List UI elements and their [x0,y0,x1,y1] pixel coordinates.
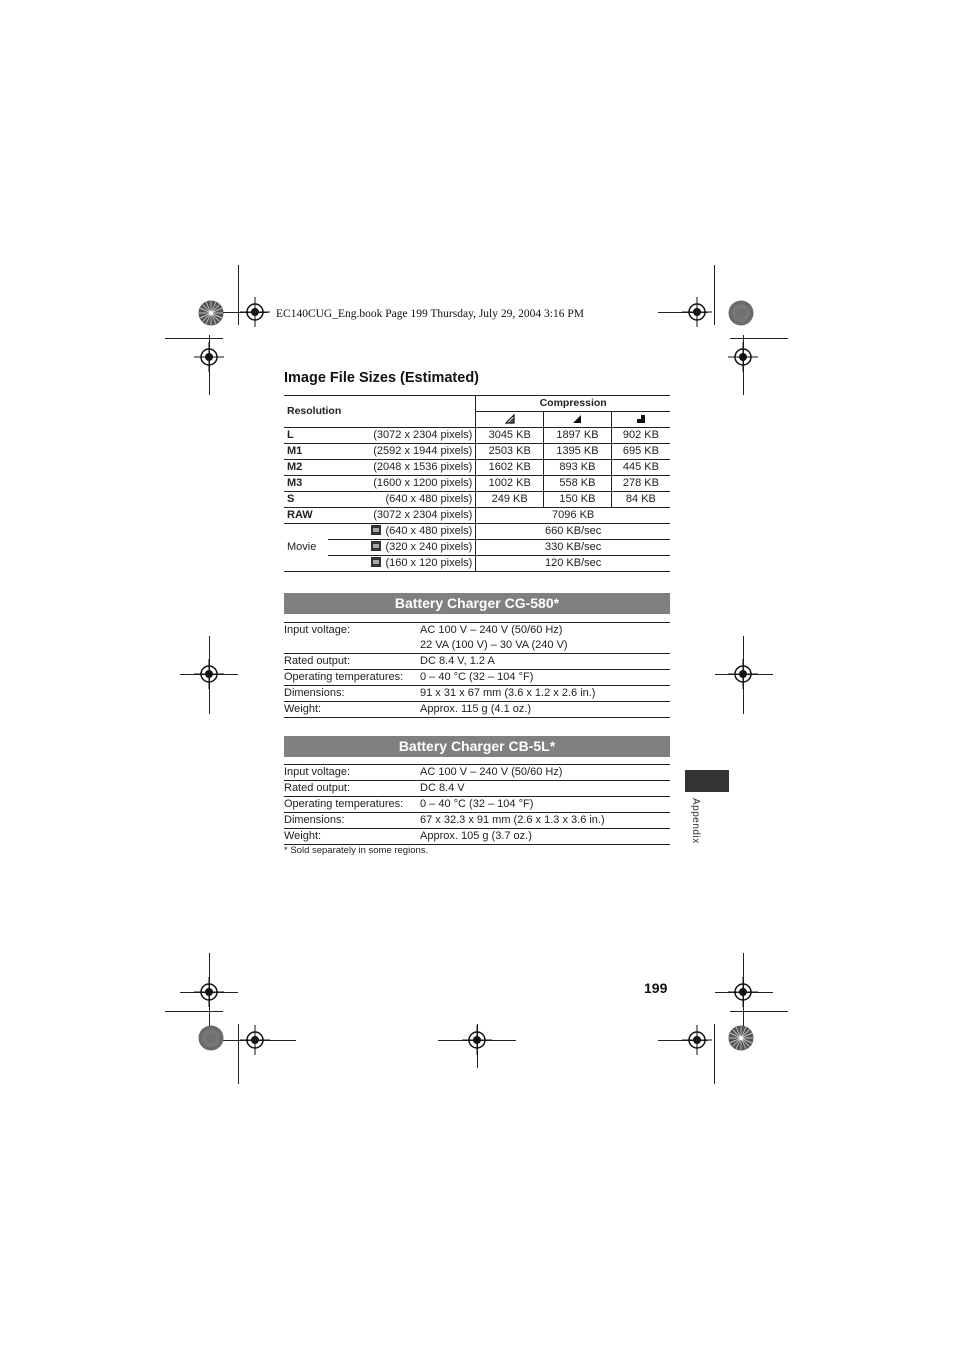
spec-key: Input voltage: [284,765,420,781]
spec-key: Rated output: [284,781,420,797]
spec-key: Rated output: [284,654,420,670]
movie-320-icon [371,541,381,551]
spec-value: 0 – 40 °C (32 – 104 °F) [420,797,670,813]
table-row [284,765,670,781]
table-row [284,829,670,845]
table-row [284,702,670,718]
spec-value: AC 100 V – 240 V (50/60 Hz) [420,765,670,781]
normal-icon [611,412,670,428]
resolution-code: M3 [284,476,328,492]
spec-value: 67 x 32.3 x 91 mm (2.6 x 1.3 x 3.6 in.) [420,813,670,829]
size-value: 2503 KB [476,444,544,460]
resolution-header: Resolution [284,396,476,428]
resolution-pixels: (320 x 240 pixels) [385,541,473,553]
table-row [284,813,670,829]
image-file-sizes-table [284,395,670,572]
table-row [284,781,670,797]
resolution-pixels: (1600 x 1200 pixels) [328,476,476,492]
size-value: 3045 KB [476,428,544,444]
footnote: * Sold separately in some regions. [284,845,429,856]
size-value: 278 KB [611,476,670,492]
movie-label: Movie [284,524,328,572]
spec-value-line: 22 VA (100 V) – 30 VA (240 V) [420,639,568,651]
compression-header: Compression [476,396,670,412]
size-value: 330 KB/sec [476,540,670,556]
crop-line [165,1011,223,1012]
table-row [284,428,670,444]
registration-target-icon [240,1025,270,1055]
charger-cb-title: Battery Charger CB-5L* [284,736,670,757]
resolution-pixels: (2048 x 1536 pixels) [328,460,476,476]
registration-target-icon [682,297,712,327]
size-value: 84 KB [611,492,670,508]
table-row [284,623,670,654]
size-value: 558 KB [544,476,612,492]
table-row [284,476,670,492]
size-value: 893 KB [544,460,612,476]
movie-640-icon [371,525,381,535]
crop-line [730,338,788,339]
registration-target-icon [194,342,224,372]
resolution-code: L [284,428,328,444]
resolution-code: S [284,492,328,508]
table-row [284,686,670,702]
size-value: 1395 KB [544,444,612,460]
spec-key: Dimensions: [284,686,420,702]
spec-key: Dimensions: [284,813,420,829]
spec-key: Weight: [284,702,420,718]
charger-cb-spec-table [284,764,670,845]
crop-line [714,265,715,325]
spec-value: 91 x 31 x 67 mm (3.6 x 1.2 x 2.6 in.) [420,686,670,702]
resolution-pixels: (2592 x 1944 pixels) [328,444,476,460]
appendix-tab-label: Appendix [690,798,701,844]
table-row [284,508,670,524]
resolution-code: M2 [284,460,328,476]
gray-disc-icon [198,1025,224,1051]
size-value: 695 KB [611,444,670,460]
crop-line [238,1024,239,1084]
size-value: 120 KB/sec [476,556,670,572]
crop-line [714,1024,715,1084]
spec-key: Operating temperatures: [284,797,420,813]
spec-value: 0 – 40 °C (32 – 104 °F) [420,670,670,686]
table-row [284,460,670,476]
fine-icon [544,412,612,428]
starburst-disc-icon [728,1025,754,1051]
charger-cg-title: Battery Charger CG-580* [284,593,670,614]
size-value: 249 KB [476,492,544,508]
table-row [284,670,670,686]
spec-value: DC 8.4 V, 1.2 A [420,654,670,670]
resolution-pixels: (640 x 480 pixels) [385,525,473,537]
spec-value-line: AC 100 V – 240 V (50/60 Hz) [420,624,563,636]
registration-target-icon [682,1025,712,1055]
charger-cg-spec-table [284,622,670,718]
resolution-code: M1 [284,444,328,460]
table-row [284,556,670,572]
registration-target-icon [194,659,224,689]
spec-value [420,623,670,654]
size-value: 1602 KB [476,460,544,476]
size-value: 150 KB [544,492,612,508]
table-row [284,540,670,556]
registration-target-icon [728,659,758,689]
resolution-pixels: (3072 x 2304 pixels) [328,428,476,444]
size-value: 1897 KB [544,428,612,444]
size-value: 660 KB/sec [476,524,670,540]
starburst-disc-icon [198,300,224,326]
spec-value: Approx. 115 g (4.1 oz.) [420,702,670,718]
spec-value: Approx. 105 g (3.7 oz.) [420,829,670,845]
table-row [284,797,670,813]
size-value: 1002 KB [476,476,544,492]
registration-target-icon [728,977,758,1007]
resolution-code: RAW [284,508,328,524]
movie-resolution [328,540,476,556]
table-row [284,444,670,460]
size-value: 7096 KB [476,508,670,524]
table-row [284,492,670,508]
registration-target-icon [240,297,270,327]
crop-line [238,265,239,325]
size-value: 902 KB [611,428,670,444]
table-row [284,654,670,670]
spec-key: Input voltage: [284,623,420,654]
movie-160-icon [371,557,381,567]
crop-line [165,338,223,339]
book-header: EC140CUG_Eng.book Page 199 Thursday, July 29, 2004 3:16 PM [276,308,584,320]
resolution-pixels: (3072 x 2304 pixels) [328,508,476,524]
section-title: Image File Sizes (Estimated) [284,370,480,386]
superfine-icon [476,412,544,428]
movie-resolution [328,524,476,540]
size-value: 445 KB [611,460,670,476]
page-number: 199 [644,980,668,996]
registration-target-icon [462,1025,492,1055]
registration-target-icon [728,342,758,372]
registration-target-icon [194,977,224,1007]
table-row [284,524,670,540]
movie-resolution [328,556,476,572]
crop-line [730,1011,788,1012]
spec-value: DC 8.4 V [420,781,670,797]
spec-key: Weight: [284,829,420,845]
resolution-pixels: (640 x 480 pixels) [328,492,476,508]
appendix-tab-block [685,770,729,792]
spec-key: Operating temperatures: [284,670,420,686]
gray-disc-icon [728,300,754,326]
resolution-pixels: (160 x 120 pixels) [385,557,473,569]
